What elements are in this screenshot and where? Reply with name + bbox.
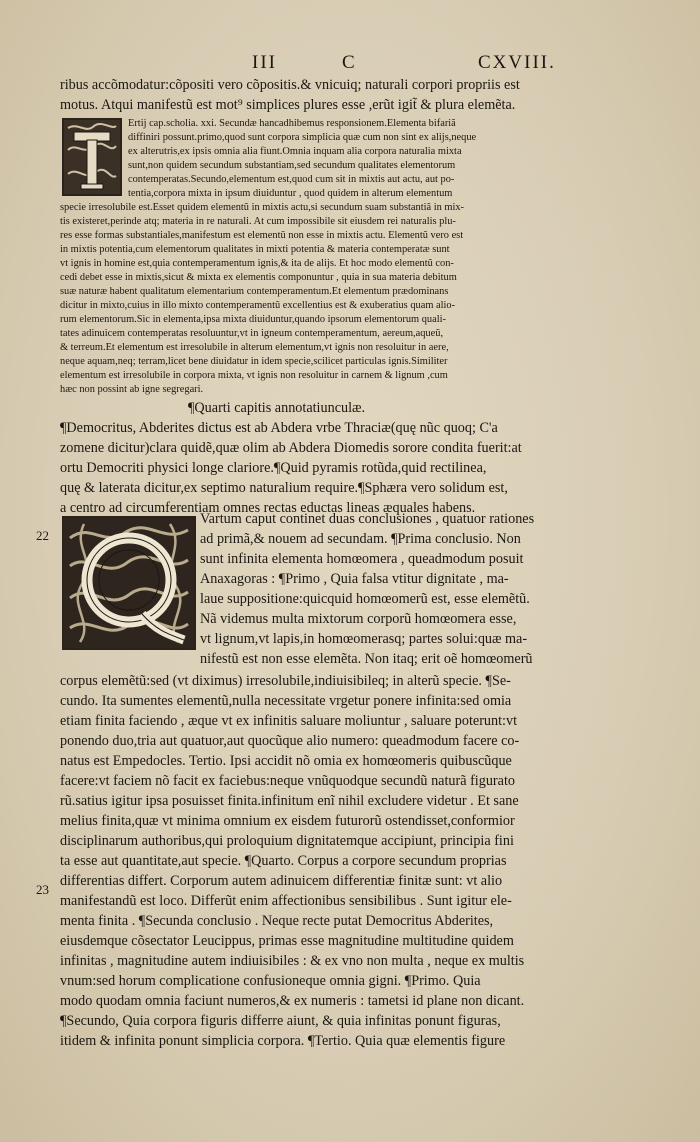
text-line: ponendo duo,tria aut quatuor,aut quocũque alio numero: queadmodum facere co-	[60, 733, 520, 749]
scholia-line: & terreum.Et elementum est irresolubile in alterum elementum,vt ignis non resoluitur in aere,	[60, 342, 449, 353]
scholia-line: rum elementorum.Sic in elementa,ipsa mixta diuiduntur,quando ipsorum elementorum quali-	[60, 314, 446, 325]
text-line: ta esse aut quantitate,aut specie. ¶Quarto. Corpus a corpore secundum proprias	[60, 853, 507, 869]
scholia-line: Ertij cap.scholia. xxi. Secundæ hancadhibemus responsionem.Elementa bifariã	[128, 118, 456, 129]
text-line: ad primã,& nouem ad secundam. ¶Prima conclusio. Non	[200, 531, 521, 547]
text-line: ortu Democriti physici longe clariore.¶Quid pyramis rotũda,quid rectilinea,	[60, 460, 487, 476]
scholia-line: tentia,corpora mixta in ipsum diuiduntur , quod quidem in alterum elementum	[128, 188, 453, 199]
scholia-line: ex alterutris,ex ipsis omnia alia fiunt.Omnia inquam alia corpora naturalia mixta	[128, 146, 462, 157]
text-line: vnum:sed horum complicatione confusioneque omnia gigni. ¶Primo. Quia	[60, 973, 481, 989]
text-line: Nã videmus multa mixtorum corporũ homœomera esse,	[200, 611, 517, 627]
scholia-line: in mixtis potentia,cum elementorum qualitates in mixti potentia & materia contemperatæ sunt	[60, 244, 450, 255]
text-line: ribus accõmodatur:cõpositi vero cõpositis.& vnicuiq; naturali corpori propriis est	[60, 77, 520, 93]
text-line: ¶Democritus, Abderites dictus est ab Abdera vrbe Thraciæ(quę nũc quoq; C'a	[60, 420, 498, 436]
scholia-line: elementum est irresolubile in corpora mixta, vt ignis non resoluitur in carnem & lignum ,cum	[60, 370, 448, 381]
header-left-numeral: III	[252, 52, 277, 73]
text-line: rũ.satius igitur ipsa posuisset finita.infinitum enĩ nihil excludere videtur . Et sane	[60, 793, 519, 809]
text-line: manifestandũ est loco. Differũt enim affectionibus sensibilibus . Sunt igitur ele-	[60, 893, 512, 909]
margin-number: 22	[36, 528, 49, 543]
folio-number: CXVIII.	[478, 52, 556, 73]
scholia-line: suæ naturæ habent qualitatum elementarium contemperamentum.Et elementum prædominans	[60, 286, 449, 297]
scholia-line: cedi debet esse in mixtis,sicut & mixta ex elementis componuntur , quia in sua materia debitum	[60, 272, 457, 283]
text-line: modo quodam omnia faciunt numeros,& ex numeris : tametsi id plane non dicant.	[60, 993, 525, 1009]
margin-number: 23	[36, 882, 49, 897]
text-line: quę & laterata dicitur,ex septimo naturalium require.¶Sphæra vero solidum est,	[60, 480, 508, 496]
decorated-initial-q	[62, 516, 196, 650]
scholia-line: res esse formas substantiales,manifestum est elementũ non esse in mixtis actu. Elementũ vero est	[60, 230, 464, 241]
decorated-initial-t	[62, 118, 122, 196]
text-line: corpus elemẽtũ:sed (vt diximus) irresolubile,indiuisibileq; in alterũ specie. ¶Se-	[60, 673, 511, 689]
header-signature-letter: C	[342, 52, 357, 73]
text-line: infinitas , magnitudine autem indiuisibiles : & ex vno non multa , neque ex multis	[60, 953, 525, 969]
scholia-line: neque aquam,neq; terram,licet bene diuidatur in idem specie,scilicet particulas ignis.Similiter	[60, 356, 448, 367]
text-line: natus est Empedocles. Tertio. Ipsi accidit nõ omia ex homœomeris quibuscũque	[60, 753, 512, 769]
scholia-line: sunt,non quidem secundum substantiam,sed secundum qualitates elementorum	[128, 160, 456, 171]
text-line: Vartum caput continet duas conclusiones , quatuor rationes	[200, 511, 535, 527]
scholia-line: specie irresolubile est.Esset quidem elementũ in mixtis actu,si secundum suam substantiã in mix-	[60, 202, 465, 213]
text-line: Anaxagoras : ¶Primo , Quia falsa vtitur dignitate , ma-	[200, 571, 509, 587]
running-header	[0, 52, 700, 74]
scholia-line: vt ignis in homine est,quia contemperamentum ignis,& ita de alijs. Et hoc modo elementũ con-	[60, 258, 454, 269]
text-line: ¶Secundo, Quia corpora figuris differre aiunt, & quia infinitas ponunt figuras,	[60, 1013, 501, 1029]
text-line: differentias differt. Corporum autem adinuicem differentiæ finitæ sunt: vt alio	[60, 873, 503, 889]
text-line: disciplinarum authoribus,qui proloquium dignitatemque accipiunt, principia fini	[60, 833, 514, 849]
text-line: motus. Atqui manifestũ est mot⁹ simplices plures esse ,erũt igit̃ & plura elemẽta.	[60, 97, 516, 113]
text-line: etiam finita faciendo , æque vt ex infinitis saluare moliuntur , saluare poterunt:vt	[60, 713, 518, 729]
text-line: melius finita,quæ vt minima omnium ex eisdem futurorũ ostendisset,conformior	[60, 813, 515, 829]
text-line: a centro ad circumferentiam omnes rectas eductas lineas æquales habens.	[60, 500, 476, 516]
text-line: eiusdemque cõsectator Leucippus, primas esse magnitudine multitudine quidem	[60, 933, 514, 949]
section-title: ¶Quarti capitis annotatiunculæ.	[188, 400, 366, 416]
text-line: cundo. Ita sumentes elementũ,nulla necessitate vrgetur ponere infinita:sed omia	[60, 693, 512, 709]
scholia-line: diffiniri possunt.primo,quod sunt corpora simplicia quæ cum non sint ex alijs,neque	[128, 132, 477, 143]
scholia-line: tates adinuicem contemperatas resoluuntur,vt in igneum contemperamentum, aereum,aqueũ,	[60, 328, 444, 339]
text-line: menta finita . ¶Secunda conclusio . Neque recte putat Democritus Abderites,	[60, 913, 494, 929]
scholia-line: contemperatas.Secundo,elementum est,quod cum sit in mixtis aut actu, aut po-	[128, 174, 455, 185]
text-line: vt lignum,vt lapis,in homœomerasq; partes solui:quæ ma-	[200, 631, 528, 647]
text-line: itidem & infinita ponunt simplicia corpora. ¶Tertio. Quia quæ elementis figure	[60, 1033, 506, 1049]
text-line: nifestũ est non esse elemẽta. Non itaq; erit oẽ homœomerũ	[200, 651, 533, 667]
text-line: sunt infinita elementa homœomera , queadmodum posuit	[200, 551, 524, 567]
text-line: laue suppositione:quicquid homœomerũ est, esse elemẽtũ.	[200, 591, 530, 607]
text-line: facere:vt faciem nõ facit ex faciebus:neque vnũquodque secundũ naturã figurato	[60, 773, 515, 789]
scholia-line: tis existeret,perinde atq; materia in re naturali. At cum impossibile sit eiusdem rei naturalis plu-	[60, 216, 456, 227]
scholia-line: hæc non possint ab igne segregari.	[60, 384, 204, 395]
text-line: zomene dicitur)clara quidẽ,quæ olim ab Abdera Diomedis sorore condita fuerit:at	[60, 440, 522, 456]
scholia-line: dicitur in mixto,cuius in illo mixto contemperamentũ excellentius est & exuberatius quam alio-	[60, 300, 456, 311]
